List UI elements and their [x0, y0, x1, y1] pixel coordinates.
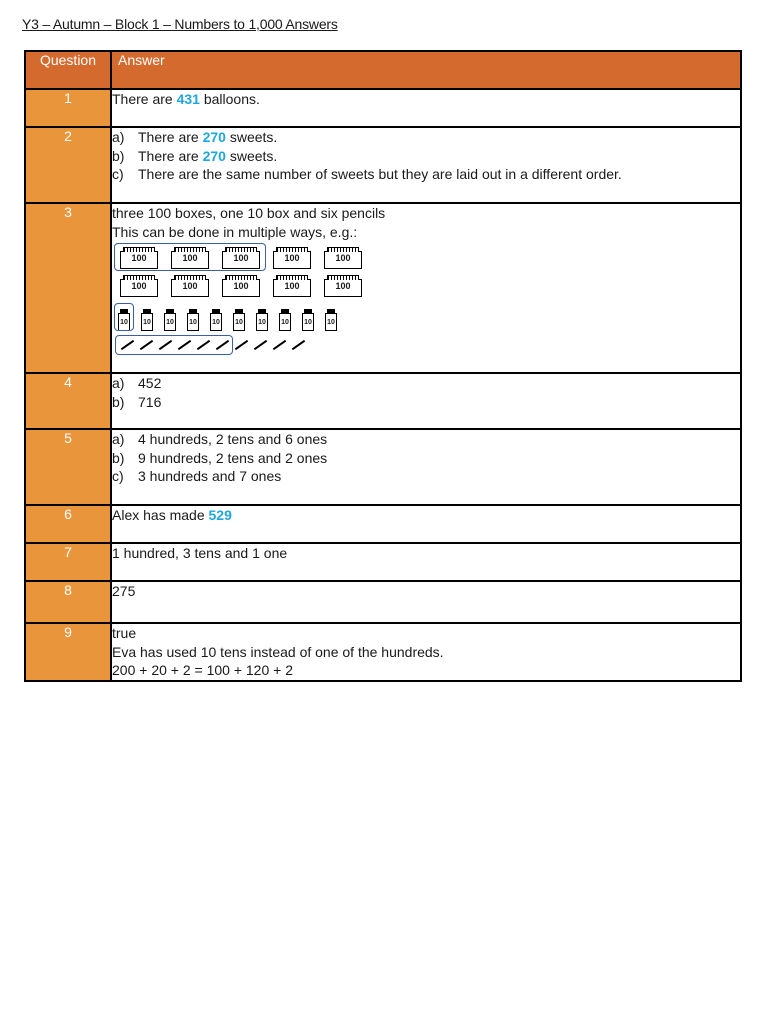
item-label: c) — [112, 468, 124, 484]
answer-line — [112, 90, 740, 109]
answer-line: true — [112, 625, 137, 641]
answer-line — [112, 430, 740, 449]
ten-box: 10 — [187, 313, 199, 331]
pencil-icon — [254, 340, 267, 350]
answer-line — [112, 449, 740, 468]
selection-outline — [114, 303, 134, 331]
page-title: Y3 – Autumn – Block 1 – Numbers to 1,000 Answers — [22, 16, 338, 32]
answer-line — [112, 147, 740, 166]
selection-outline — [114, 243, 266, 271]
hundred-box: 100 — [324, 251, 362, 269]
highlighted-value: 529 — [208, 507, 232, 523]
item-label: b) — [112, 393, 125, 410]
answer-cell — [111, 203, 741, 373]
answer-line — [112, 467, 740, 486]
table-row — [25, 203, 741, 373]
ten-box: 10 — [118, 313, 130, 331]
question-number: 4 — [25, 373, 111, 429]
answer-line — [112, 128, 740, 147]
item-label: b) — [112, 147, 125, 164]
hundred-box: 100 — [120, 279, 158, 297]
question-column-header: Question — [25, 51, 111, 89]
answer-cell — [111, 543, 741, 581]
pencil-icon — [292, 340, 305, 350]
answer-line — [112, 506, 740, 525]
hundred-box: 100 — [324, 279, 362, 297]
table-row — [25, 89, 741, 127]
question-number: 7 — [25, 543, 111, 581]
ten-box: 10 — [141, 313, 153, 331]
answer-cell — [111, 429, 741, 505]
table-row — [25, 623, 741, 681]
table-row — [25, 581, 741, 623]
ten-box: 10 — [325, 313, 337, 331]
answer-text: Alex has made — [112, 507, 205, 523]
question-number: 9 — [25, 623, 111, 681]
table-row — [25, 429, 741, 505]
answer-cell — [111, 127, 741, 203]
answer-text: balloons. — [203, 91, 260, 107]
answer-line: three 100 boxes, one 10 box and six pencils — [112, 205, 386, 221]
question-number: 2 — [25, 127, 111, 203]
highlighted-value: 431 — [176, 91, 200, 107]
answer-column-header: Answer — [111, 51, 741, 89]
answer-cell — [111, 505, 741, 543]
answer-line: 200 + 20 + 2 = 100 + 120 + 2 — [112, 662, 293, 678]
question-number: 1 — [25, 89, 111, 127]
item-label: c) — [112, 166, 124, 182]
answer-text: 4 hundreds, 2 tens and 6 ones — [138, 431, 328, 447]
answer-text: There are — [138, 147, 199, 164]
question-number: 5 — [25, 429, 111, 505]
ten-box: 10 — [233, 313, 245, 331]
answer-line — [112, 393, 740, 412]
ten-box: 10 — [164, 313, 176, 331]
answer-text: sweets. — [229, 129, 278, 145]
answer-text: 452 — [138, 375, 162, 391]
ten-box: 10 — [256, 313, 268, 331]
answer-line — [112, 374, 740, 393]
answers-table — [24, 50, 742, 682]
table-row — [25, 373, 741, 429]
pencil-icon — [235, 340, 248, 350]
answer-line: 275 — [112, 583, 136, 599]
answer-cell — [111, 373, 741, 429]
item-label: a) — [112, 375, 125, 391]
answer-text: 3 hundreds and 7 ones — [138, 468, 282, 484]
ten-box: 10 — [302, 313, 314, 331]
answer-text: 716 — [138, 393, 162, 410]
answer-cell — [111, 623, 741, 681]
answer-line — [112, 165, 740, 184]
item-label: a) — [112, 431, 125, 447]
table-row — [25, 543, 741, 581]
answer-line: Eva has used 10 tens instead of one of the hundreds. — [112, 643, 444, 660]
answer-line: 1 hundred, 3 tens and 1 one — [112, 545, 288, 561]
hundred-box: 100 — [222, 251, 260, 269]
answer-cell — [111, 581, 741, 623]
answer-text: There are — [112, 91, 173, 107]
question-number: 3 — [25, 203, 111, 373]
item-label: b) — [112, 449, 125, 466]
answer-text: There are — [138, 129, 199, 145]
question-number: 8 — [25, 581, 111, 623]
place-value-illustration — [112, 241, 740, 361]
answer-text: sweets. — [229, 147, 278, 164]
ten-box: 10 — [279, 313, 291, 331]
highlighted-value: 270 — [202, 129, 226, 145]
hundred-box: 100 — [171, 251, 209, 269]
answer-line: This can be done in multiple ways, e.g.: — [112, 223, 358, 240]
table-row — [25, 127, 741, 203]
pencil-icon — [273, 340, 286, 350]
table-row — [25, 505, 741, 543]
selection-outline — [115, 335, 233, 355]
answer-text: 9 hundreds, 2 tens and 2 ones — [138, 449, 328, 466]
item-label: a) — [112, 129, 125, 145]
hundred-box: 100 — [120, 251, 158, 269]
question-number: 6 — [25, 505, 111, 543]
hundred-box: 100 — [273, 251, 311, 269]
ten-box: 10 — [210, 313, 222, 331]
hundred-box: 100 — [171, 279, 209, 297]
hundred-box: 100 — [222, 279, 260, 297]
hundred-box: 100 — [273, 279, 311, 297]
highlighted-value: 270 — [202, 147, 226, 164]
answer-text: There are the same number of sweets but they are laid out in a different order. — [138, 166, 622, 182]
table-header-row — [25, 51, 741, 89]
answer-cell — [111, 89, 741, 127]
